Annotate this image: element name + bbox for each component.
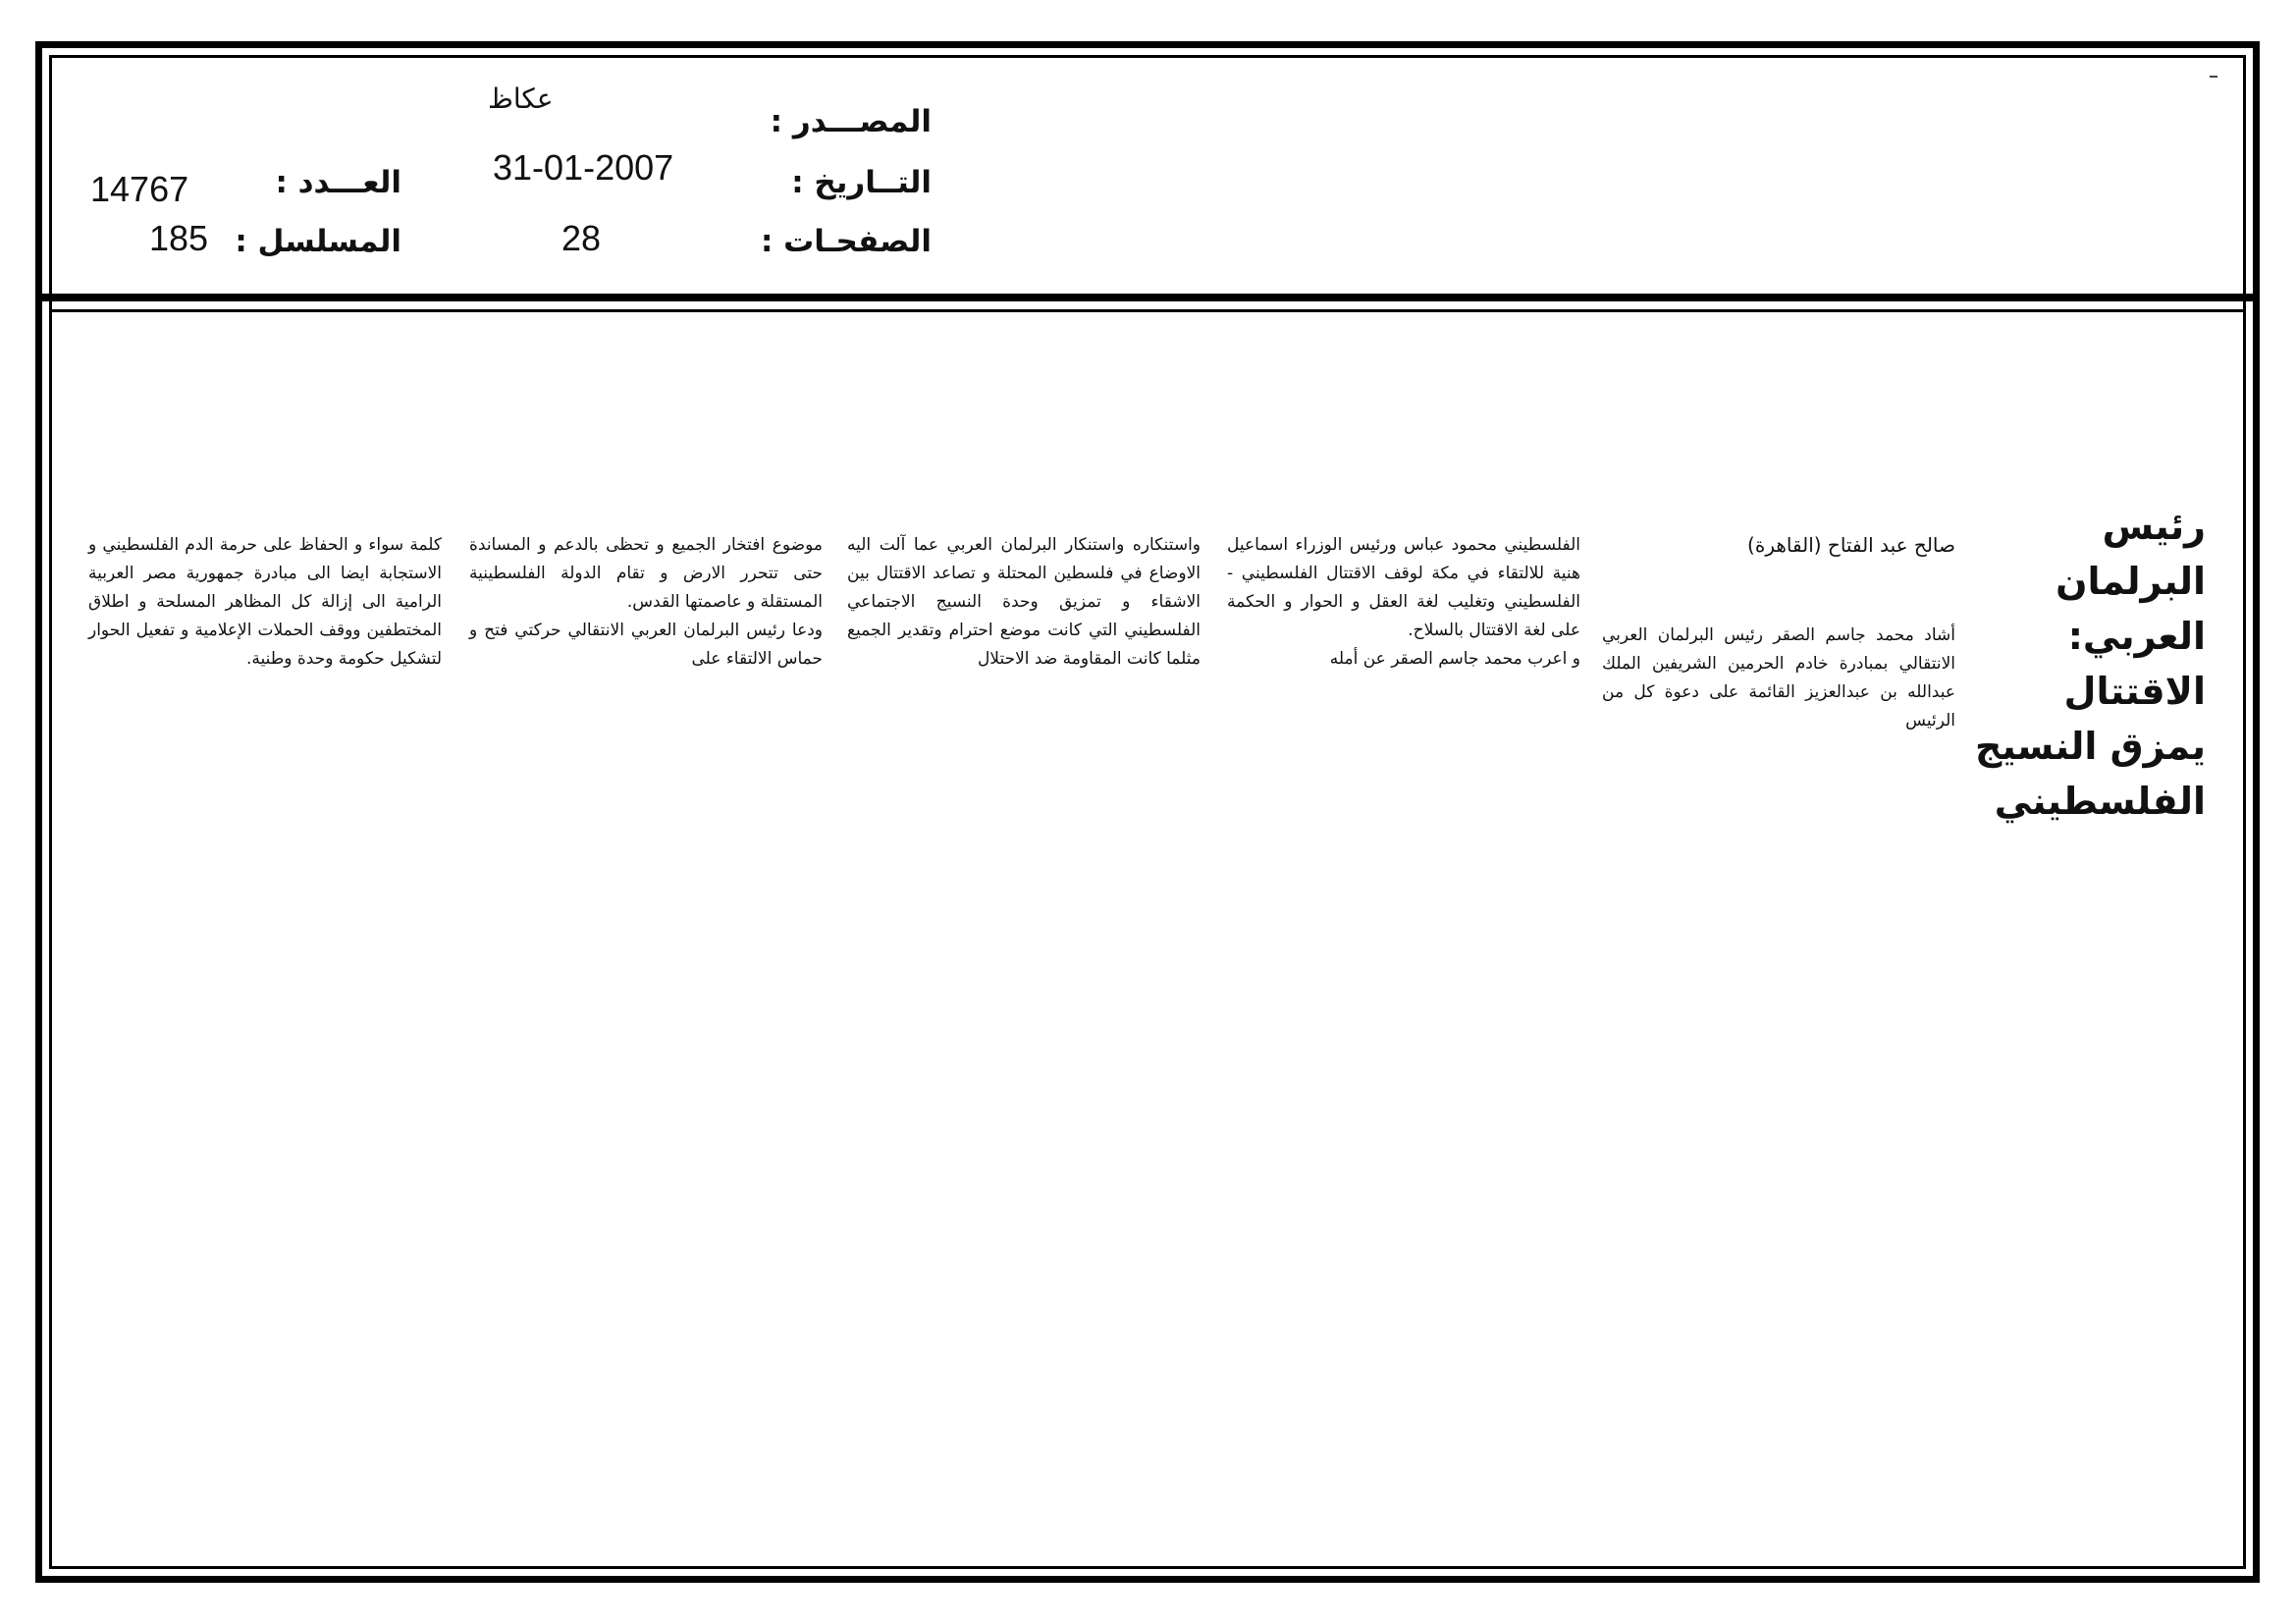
date-value: 31-01-2007 [493, 147, 674, 188]
header-separator-thick [35, 294, 2260, 301]
corner-mark [2210, 76, 2217, 78]
date-label: التــاريخ : [791, 165, 932, 200]
article-column-3 [847, 503, 1201, 702]
article-byline: صالح عبد الفتاح (القاهرة) [1747, 533, 1955, 557]
serial-value: 185 [149, 218, 209, 258]
header-separator-thin [49, 309, 2246, 312]
source-value: عكاظ [488, 82, 554, 115]
issue-label: العـــدد : [275, 165, 401, 200]
article-column-3-text: واستنكاره واستنكار البرلمان العربي عما آلت اليه الاوضاع في فلسطين المحتلة و تصاعد الاقتتال بين الاشقاء و تمزيق وحدة النسيج الاجتماعي الفلسطيني التي كانت موضع احترام وتقدير الجميع مثلما كانت المقاومة ضد الاحتلال [847, 535, 1201, 669]
source-label: المصـــدر : [770, 104, 932, 139]
article-column-2 [1227, 503, 1580, 702]
article-column-4 [469, 503, 823, 702]
article-column-1-text: أشاد محمد جاسم الصقر رئيس البرلمان العربي الانتقالي بمبادرة خادم الحرمين الشريفين الملك عبدالله بن عبدالعزيز القائمة على دعوة كل من الرئيس [1602, 625, 1955, 731]
page-frame-inner [49, 55, 2246, 1569]
serial-label: المسلسل : [235, 224, 401, 259]
article-column-5 [88, 503, 442, 702]
article-column-4-text: موضوع افتخار الجميع و تحظى بالدعم و المساندة حتى تتحرر الارض و تقام الدولة الفلسطينية المستقلة و عاصمتها القدس. ودعا رئيس البرلمان العربي الانتقالي حركتي فتح و حماس الالتقاء على [469, 535, 823, 669]
issue-value: 14767 [90, 169, 189, 209]
article-column-5-text: كلمة سواء و الحفاظ على حرمة الدم الفلسطيني و الاستجابة ايضا الى مبادرة جمهورية مصر العربية الرامية الى إزالة كل المظاهر المسلحة و اطلاق المختطفين ووقف الحملات الإعلامية و تفعيل الحوار لتشكيل حكومة وحدة وطنية. [88, 535, 442, 669]
article-headline: رئيس البرلمان العربي: الاقتتال يمزق النسيج الفلسطيني [1975, 505, 2206, 823]
pages-label: الصفحـات : [760, 224, 932, 259]
pages-value: 28 [561, 218, 602, 258]
article-column-1 [1602, 503, 1955, 764]
article-column-2-text: الفلسطيني محمود عباس ورئيس الوزراء اسماعيل هنية للالتقاء في مكة لوقف الاقتتال الفلسطيني - الفلسطيني وتغليب لغة العقل و الحوار و الحكمة على لغة الاقتتال بالسلاح. و اعرب محمد جاسم الصقر عن أمله [1227, 535, 1580, 669]
